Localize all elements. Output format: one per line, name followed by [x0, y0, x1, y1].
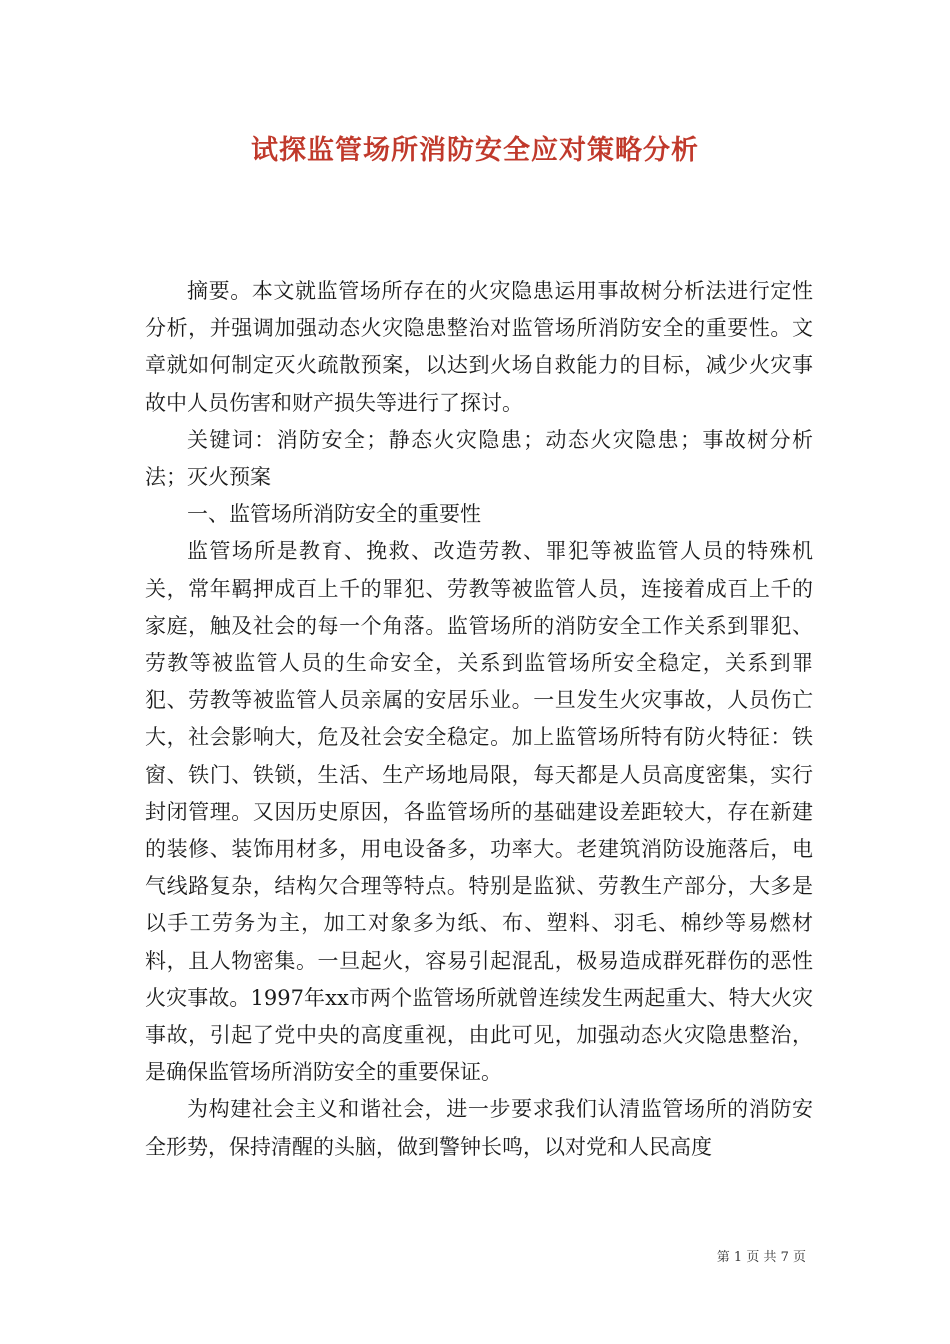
- document-body: [145, 273, 813, 1166]
- body-paragraph: 为构建社会主义和谐社会，进一步要求我们认清监管场所的消防安全形势，保持清醒的头脑，做到警钟长鸣，以对党和人民高度: [145, 1097, 813, 1159]
- document-title: 试探监管场所消防安全应对策略分析: [251, 135, 699, 166]
- body-paragraph: 监管场所是教育、挽救、改造劳教、罪犯等被监管人员的特殊机关，常年羁押成百上千的罪犯、劳教等被监管人员，连接着成百上千的家庭，触及社会的每一个角落。监管场所的消防安全工作关系到罪犯、劳教等被监管人员的生命安全，关系到监管场所安全稳定，关系到罪犯、劳教等被监管人员亲属的安居乐业。一旦发生火灾事故，人员伤亡大，社会影响大，危及社会安全稳定。加上监管场所特有防火特征：铁窗、铁门、铁锁，生活、生产场地局限，每天都是人员高度密集，实行封闭管理。又因历史原因，各监管场所的基础建设差距较大，存在新建的装修、装饰用材多，用电设备多，功率大。老建筑消防设施落后，电气线路复杂，结构欠合理等特点。特别是监狱、劳教生产部分，大多是以手工劳务为主，加工对象多为纸、布、塑料、羽毛、棉纱等易燃材料，且人物密集。一旦起火，容易引起混乱，极易造成群死群伤的恶性火灾事故。1997年xx市两个监管场所就曾连续发生两起重大、特大火灾事故，引起了党中央的高度重视，由此可见，加强动态火灾隐患整治，是确保监管场所消防安全的重要保证。: [145, 539, 813, 1085]
- section-heading: 一、监管场所消防安全的重要性: [187, 502, 481, 527]
- abstract-paragraph: 摘要。本文就监管场所存在的火灾隐患运用事故树分析法进行定性分析，并强调加强动态火灾隐患整治对监管场所消防安全的重要性。文章就如何制定灭火疏散预案，以达到火场自救能力的目标，减少火灾事故中人员伤害和财产损失等进行了探讨。: [145, 279, 813, 415]
- keywords-paragraph: 关键词：消防安全；静态火灾隐患；动态火灾隐患；事故树分析法；灭火预案: [145, 427, 813, 490]
- page-number-footer: 第 1 页 共 7 页: [716, 1250, 806, 1265]
